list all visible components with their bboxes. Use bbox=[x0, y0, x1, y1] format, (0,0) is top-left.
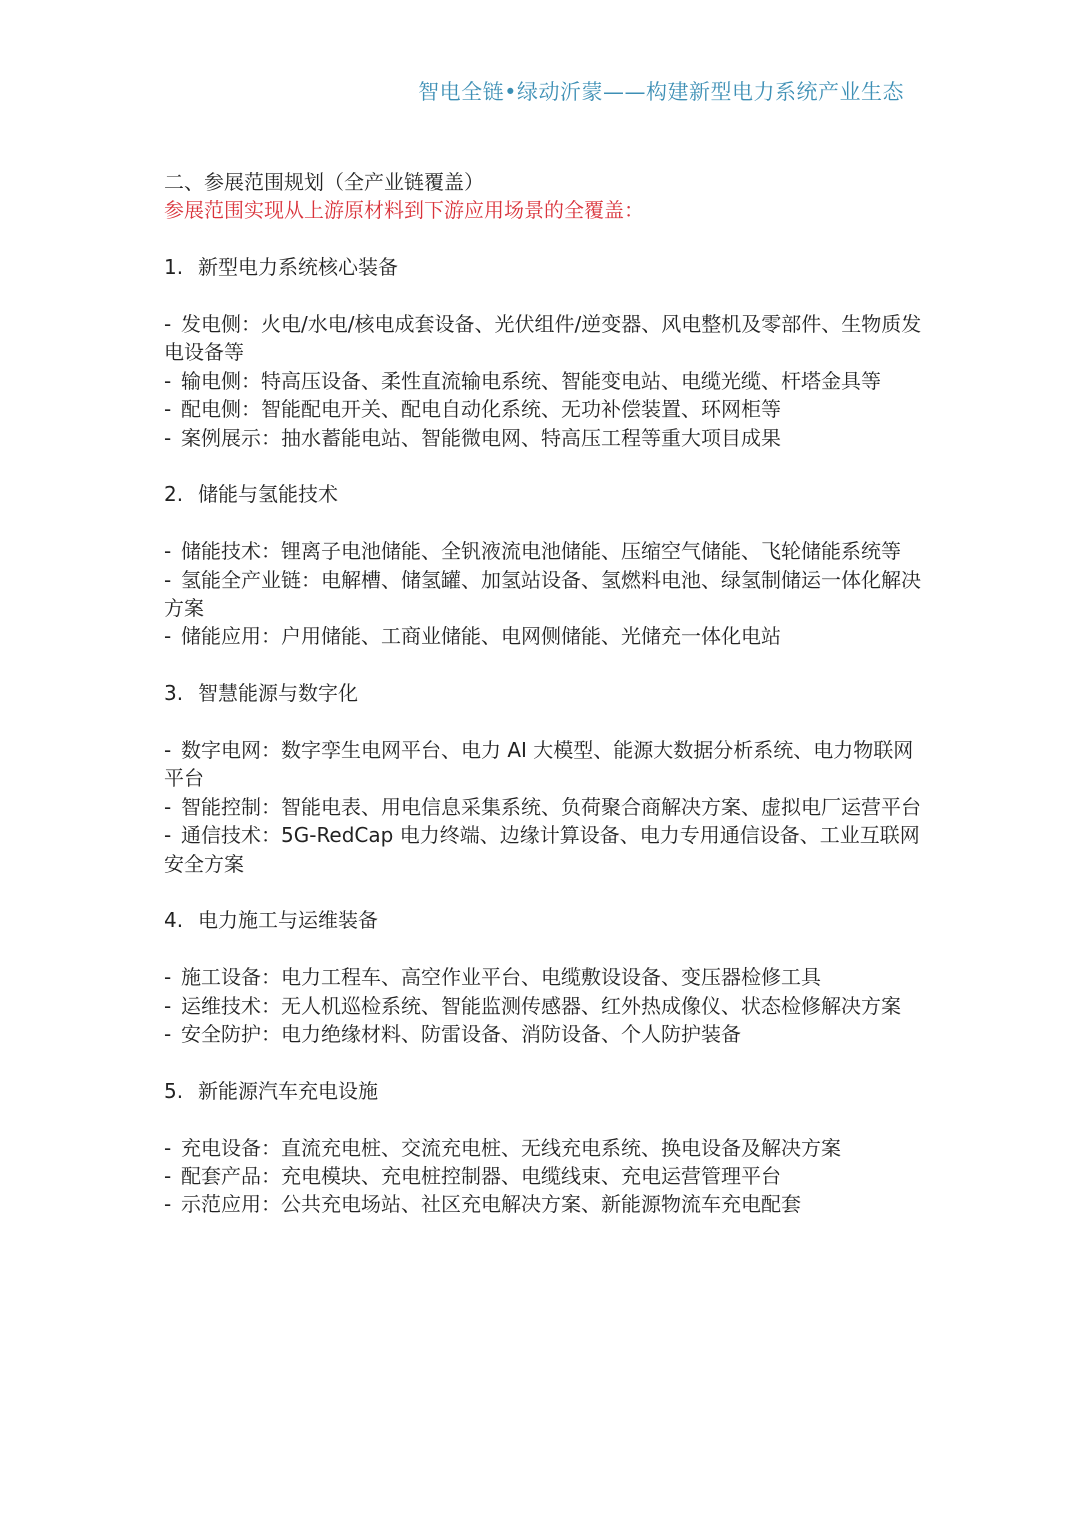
category-heading bbox=[164, 480, 922, 508]
list-item: - 安全防护：电力绝缘材料、防雷设备、消防设备、个人防护装备 bbox=[164, 1022, 741, 1047]
category-title: 新型电力系统核心装备 bbox=[198, 255, 398, 280]
list-item: - 氢能全产业链：电解槽、储氢罐、加氢站设备、氢燃料电池、绿氢制储运一体化解决方案 bbox=[164, 567, 921, 621]
section-subtitle: 参展范围实现从上游原材料到下游应用场景的全覆盖： bbox=[164, 198, 644, 223]
list-item: - 案例展示：抽水蓄能电站、智能微电网、特高压工程等重大项目成果 bbox=[164, 425, 781, 450]
section-title: 二、参展范围规划（全产业链覆盖） bbox=[164, 170, 484, 194]
category-title: 智慧能源与数字化 bbox=[198, 681, 358, 706]
list-item: - 储能应用：户用储能、工商业储能、电网侧储能、光储充一体化电站 bbox=[164, 624, 781, 649]
category-title: 电力施工与运维装备 bbox=[198, 908, 378, 933]
list-item: - 施工设备：电力工程车、高空作业平台、电缆敷设设备、变压器检修工具 bbox=[164, 965, 821, 990]
list-item: - 配套产品：充电模块、充电桩控制器、电缆线束、充电运营管理平台 bbox=[164, 1164, 781, 1189]
list-item: - 充电设备：直流充电桩、交流充电桩、无线充电系统、换电设备及解决方案 bbox=[164, 1135, 841, 1160]
list-item: - 输电侧：特高压设备、柔性直流输电系统、智能变电站、电缆光缆、杆塔金具等 bbox=[164, 368, 881, 393]
list-item: - 运维技术：无人机巡检系统、智能监测传感器、红外热成像仪、状态检修解决方案 bbox=[164, 993, 901, 1018]
category-title: 新能源汽车充电设施 bbox=[198, 1078, 378, 1103]
list-item: - 示范应用：公共充电场站、社区充电解决方案、新能源物流车充电配套 bbox=[164, 1192, 801, 1217]
page-header-title: 智电全链•绿动沂蒙——构建新型电力系统产业生态 bbox=[418, 80, 904, 104]
category-number: 3. bbox=[164, 681, 184, 706]
category-heading bbox=[164, 906, 922, 934]
category-group-3 bbox=[164, 679, 922, 878]
category-number: 1. bbox=[164, 255, 184, 280]
category-number: 5. bbox=[164, 1078, 184, 1103]
category-heading bbox=[164, 679, 922, 707]
category-heading bbox=[164, 1077, 922, 1105]
document-body bbox=[164, 168, 922, 1219]
category-group-5 bbox=[164, 1077, 922, 1219]
list-item: - 配电侧：智能配电开关、配电自动化系统、无功补偿装置、环网柜等 bbox=[164, 397, 781, 422]
category-group-1 bbox=[164, 253, 922, 452]
list-item: - 智能控制：智能电表、用电信息采集系统、负荷聚合商解决方案、虚拟电厂运营平台 bbox=[164, 794, 921, 819]
category-number: 2. bbox=[164, 482, 184, 507]
category-group-4 bbox=[164, 906, 922, 1048]
list-item: - 储能技术：锂离子电池储能、全钒液流电池储能、压缩空气储能、飞轮储能系统等 bbox=[164, 539, 901, 564]
list-item: - 发电侧：火电/水电/核电成套设备、光伏组件/逆变器、风电整机及零部件、生物质发电设备等 bbox=[164, 312, 922, 365]
category-number: 4. bbox=[164, 908, 184, 933]
list-item: - 通信技术：5G-RedCap 电力终端、边缘计算设备、电力专用通信设备、工业互联网安全方案 bbox=[164, 823, 920, 876]
list-item: - 数字电网：数字孪生电网平台、电力 AI 大模型、能源大数据分析系统、电力物联网平台 bbox=[164, 738, 914, 791]
category-group-2 bbox=[164, 480, 922, 650]
category-title: 储能与氢能技术 bbox=[198, 482, 338, 507]
category-heading bbox=[164, 253, 922, 281]
